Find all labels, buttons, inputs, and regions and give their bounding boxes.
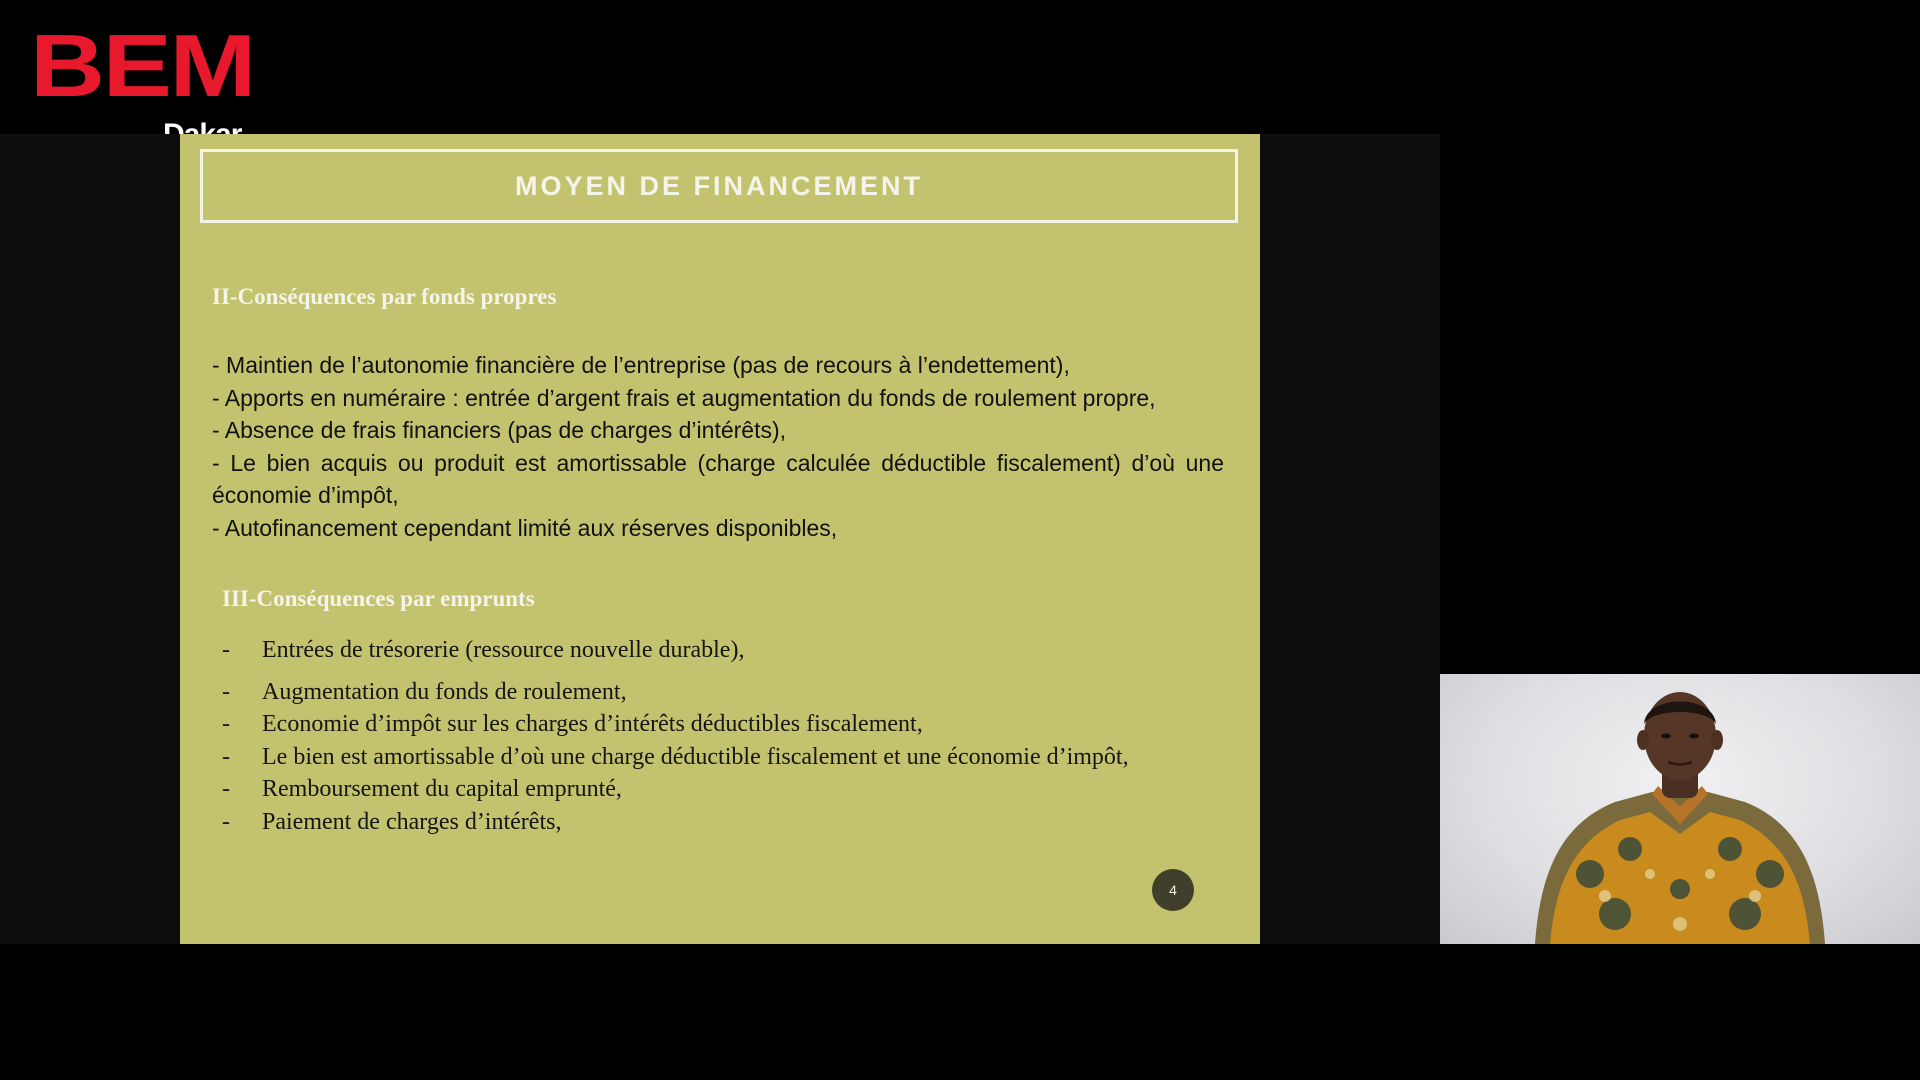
logo-brand-text: BEM [30,16,254,115]
list-item: - Maintien de l’autonomie financière de l’entreprise (pas de recours à l’endettement), [212,352,1070,378]
list-item-text: Paiement de charges d’intérêts, [262,808,562,835]
bullet-dash: - [222,743,230,770]
list-item [222,773,1162,806]
list-item: - Le bien acquis ou produit est amortissable (charge calculée déductible fiscalement) d’où une économie d’impôt, [212,449,1224,508]
slide-page-number: 4 [1152,869,1194,911]
list-item: - Autofinancement cependant limité aux réserves disponibles, [212,514,838,541]
bullet-dash: - [222,678,230,705]
list-item: - Apports en numéraire : entrée d’argent frais et augmentation du fonds de roulement propre, [212,384,1156,411]
fonds-propres-list [212,349,1224,544]
bullet-dash: - [222,637,230,663]
bullet-dash: - [222,776,230,802]
list-item-text: Augmentation du fonds de roulement, [262,678,627,705]
list-item-text: Economie d’impôt sur les charges d’intérêts déductibles fiscalement, [262,711,923,737]
list-item-text: Entrées de trésorerie (ressource nouvelle durable), [262,637,745,663]
bem-dakar-logo [30,16,254,138]
bullet-dash: - [222,808,230,835]
bullet-dash: - [222,711,230,737]
section-heading-emprunts: III-Conséquences par emprunts [222,586,535,611]
presenter-video-icon [1440,674,1920,944]
slide-title: MOYEN DE FINANCEMENT [514,170,923,201]
presentation-slide [180,134,1260,944]
emprunts-list [222,634,1162,838]
presenter-webcam [1440,674,1920,944]
section-heading-fonds-propres: II-Conséquences par fonds propres [212,284,557,309]
list-item [222,634,1162,667]
slide-title-box [200,149,1238,223]
list-item [222,741,1162,774]
list-item [222,708,1162,741]
list-item [222,806,1162,839]
list-item-text: Remboursement du capital emprunté, [262,776,622,802]
list-item: - Absence de frais financiers (pas de charges d’intérêts), [212,417,787,443]
list-item-text: Le bien est amortissable d’où une charge déductible fiscalement et une économie d’impôt, [262,743,1129,770]
list-item [222,676,1162,709]
